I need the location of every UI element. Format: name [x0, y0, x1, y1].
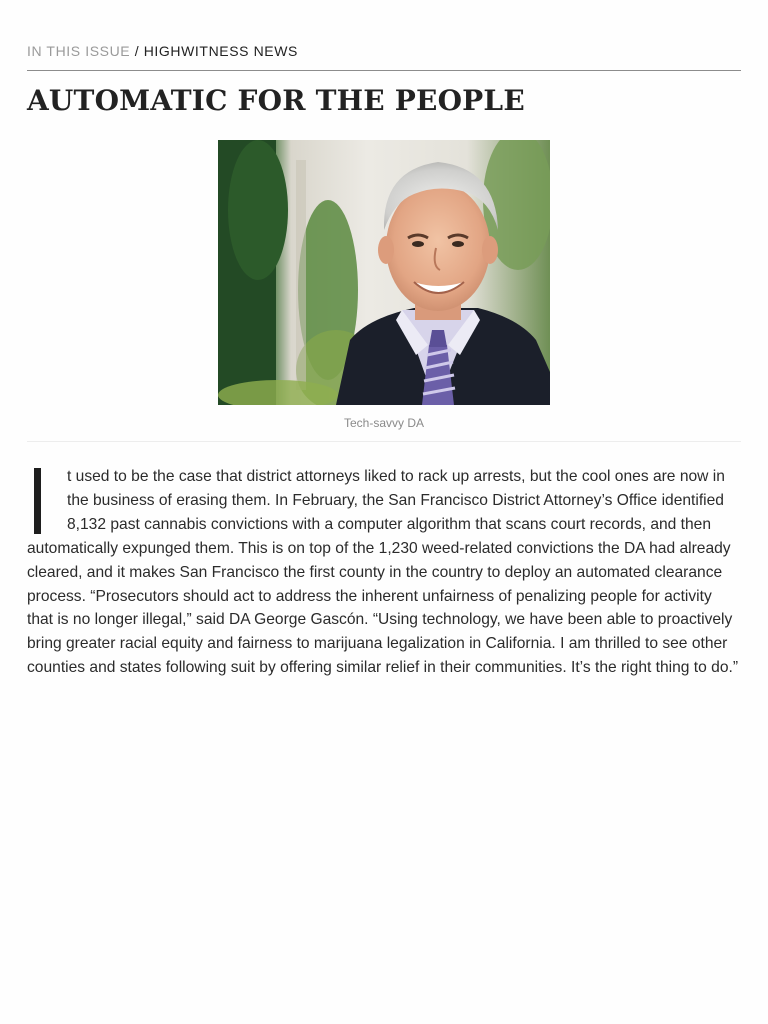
portrait-photo [218, 140, 550, 405]
caption-divider [27, 441, 741, 442]
issue-kicker [27, 43, 298, 59]
drop-cap [34, 468, 41, 534]
article-body [27, 465, 741, 680]
body-paragraph: t used to be the case that district attorneys liked to rack up arrests, but the cool ones are now in the business of erasing them. In February, the San Francisco District Attorney’s Office identified 8,132 past cannabis convictions with a computer algorithm that scans court records, and then automatically expunged them. This is on top of the 1,230 weed-related convictions the DA had already cleared, and it makes San Francisco the first county in the country to deploy an automated clearance process. “Prosecutors should act to address the inherent unfairness of penalizing people for activity that is no longer illegal,” said DA George Gascón. “Using technology, we have been able to proactively bring greater racial equity and fairness to marijuana legalization in California. I am thrilled to see other counties and states following suit by offering similar relief in their communities. It’s the right thing to do.” [27, 468, 739, 677]
kicker-prefix: IN THIS ISSUE [27, 43, 131, 59]
header-divider [27, 70, 741, 71]
kicker-section: HIGHWITNESS NEWS [143, 43, 298, 59]
article-headline: AUTOMATIC FOR THE PEOPLE [27, 84, 525, 117]
kicker-separator: / [130, 43, 144, 59]
photo-caption: Tech-savvy DA [343, 416, 425, 430]
